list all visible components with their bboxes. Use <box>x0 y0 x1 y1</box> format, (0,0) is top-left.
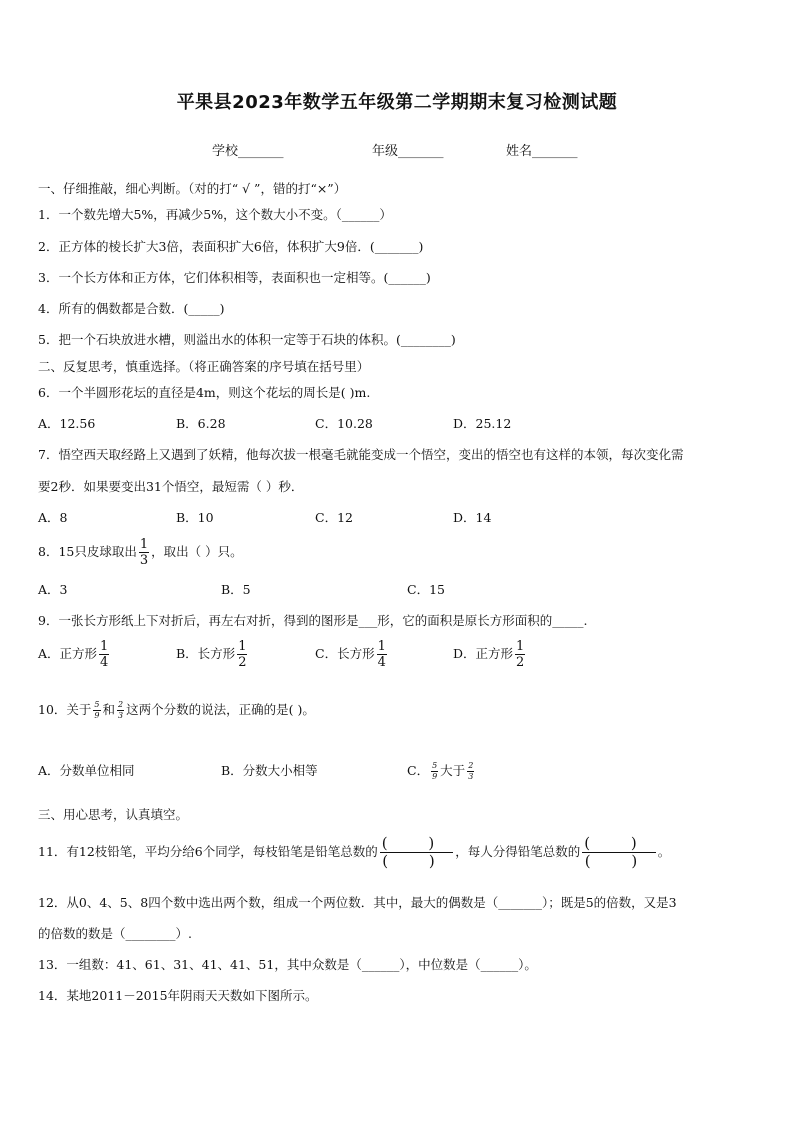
q9-a-numerator: 1 <box>100 639 109 654</box>
question-2: 2．正方体的棱长扩大3倍，表面积扩大6倍，体积扩大9倍．(_______) <box>38 239 424 254</box>
q9-option-b[interactable] <box>176 640 249 669</box>
question-14: 14．某地2011－2015年阴雨天天数如下图所示。 <box>38 988 318 1003</box>
q7-option-d[interactable]: D．14 <box>453 510 492 525</box>
q9-option-c-label: C．长方形 <box>315 646 375 661</box>
question-7-line-1: 7．悟空西天取经路上又遇到了妖精，他每次拔一根毫毛就能变成一个悟空，变出的悟空也有这样的本领，每次变化需 <box>38 447 684 462</box>
q6-option-d[interactable]: D．25.12 <box>453 416 512 431</box>
question-12-line-2: 的倍数的数是（________）. <box>38 926 192 941</box>
q10-text-mid: 和 <box>102 702 116 717</box>
q6-option-a[interactable]: A．12.56 <box>38 416 96 431</box>
q11-text-mid: ，每人分得铅笔总数的 <box>455 844 581 859</box>
q11-text-post: 。 <box>657 844 671 859</box>
q6-option-c[interactable]: C．10.28 <box>315 416 373 431</box>
q11-text-pre: 11．有12枝铅笔，平均分给6个同学，每枝铅笔是铅笔总数的 <box>38 844 378 859</box>
question-8 <box>38 538 243 567</box>
grade-field[interactable]: 年级_______ <box>372 144 444 159</box>
section-2-heading: 二、反复思考，慎重选择。（将正确答案的序号填在括号里） <box>38 359 370 374</box>
q8-denominator: 3 <box>139 553 149 568</box>
q9-option-c[interactable] <box>315 640 389 669</box>
question-9: 9．一张长方形纸上下对折后，再左右对折，得到的图形是___形，它的面积是原长方形面积的_____. <box>38 613 588 628</box>
q8-numerator: 1 <box>139 537 149 552</box>
q10-c-f2-numerator: 2 <box>468 761 474 770</box>
q10-option-c[interactable] <box>407 762 476 781</box>
question-4: 4．所有的偶数都是合数．(_____) <box>38 301 225 316</box>
q9-b-denominator: 2 <box>238 655 247 670</box>
q8-option-b[interactable]: B．5 <box>221 582 251 597</box>
q10-option-c-mid: 大于 <box>440 763 466 778</box>
q10-f1-denominator: 9 <box>94 711 100 720</box>
q9-option-a-label: A．正方形 <box>38 646 98 661</box>
section-3-heading: 三、用心思考，认真填空。 <box>38 807 189 822</box>
q9-d-numerator: 1 <box>516 639 525 654</box>
q10-f2-numerator: 2 <box>118 700 124 709</box>
question-10 <box>38 701 315 720</box>
question-1: 1．一个数先增大5%，再减少5%，这个数大小不变。（______） <box>38 207 392 222</box>
q10-f2-denominator: 3 <box>118 711 124 720</box>
q10-option-b[interactable]: B．分数大小相等 <box>221 763 318 778</box>
q11-blank-1-numerator: ( ) <box>381 834 453 852</box>
q10-c-f1-numerator: 5 <box>432 761 438 770</box>
page-title: 平果县2023年数学五年级第二学期期末复习检测试题 <box>176 92 618 113</box>
q10-option-a[interactable]: A．分数单位相同 <box>38 763 135 778</box>
q9-option-a[interactable] <box>38 640 111 669</box>
q11-blank-1-denominator: ( ) <box>382 852 453 870</box>
q8-option-a[interactable]: A．3 <box>38 582 68 597</box>
question-12-line-1: 12．从0、4、5、8四个数中选出两个数，组成一个两位数．其中，最大的偶数是（_______）；既是5的倍数，又是3 <box>38 895 677 910</box>
q6-option-b[interactable]: B．6.28 <box>176 416 226 431</box>
q9-c-numerator: 1 <box>377 639 386 654</box>
question-5: 5．把一个石块放进水槽，则溢出水的体积一定等于石块的体积。(________) <box>38 332 456 347</box>
q10-c-f1-denominator: 9 <box>432 772 438 781</box>
q11-blank-fraction-2[interactable] <box>582 836 655 869</box>
q10-f1-numerator: 5 <box>94 700 100 709</box>
school-field[interactable]: 学校_______ <box>212 144 284 159</box>
q11-blank-fraction-1[interactable] <box>380 836 453 869</box>
q7-option-b[interactable]: B．10 <box>176 510 214 525</box>
question-3: 3．一个长方体和正方体，它们体积相等，表面积也一定相等。(______) <box>38 270 431 285</box>
q10-option-c-label: C． <box>407 763 430 778</box>
q10-c-f2-denominator: 3 <box>468 772 474 781</box>
q7-option-c[interactable]: C．12 <box>315 510 353 525</box>
q9-c-denominator: 4 <box>377 655 386 670</box>
question-6: 6．一个半圆形花坛的直径是4m，则这个花坛的周长是( )m. <box>38 385 371 400</box>
question-13: 13．一组数：41、61、31、41、41、51，其中众数是（______），中位数是（______）。 <box>38 957 537 972</box>
q9-d-denominator: 2 <box>516 655 525 670</box>
question-11 <box>38 836 670 869</box>
q11-blank-2-denominator: ( ) <box>584 852 656 870</box>
q11-blank-2-numerator: ( ) <box>584 834 655 852</box>
section-1-heading: 一、仔细推敲，细心判断。（对的打“ √ ”，错的打“×”） <box>38 181 347 196</box>
name-field[interactable]: 姓名_______ <box>506 144 578 159</box>
q10-text-pre: 10．关于 <box>38 702 92 717</box>
q8-option-c[interactable]: C．15 <box>407 582 445 597</box>
q9-option-d[interactable] <box>453 640 527 669</box>
q9-option-b-label: B．长方形 <box>176 646 236 661</box>
q8-fraction <box>139 538 149 567</box>
question-7-line-2: 要2秒．如果要变出31个悟空，最短需（ ）秒． <box>38 479 304 494</box>
q9-b-numerator: 1 <box>238 639 247 654</box>
q8-text-post: ，取出（ ）只。 <box>151 544 243 559</box>
q8-text-pre: 8．15只皮球取出 <box>38 544 137 559</box>
q7-option-a[interactable]: A．8 <box>38 510 68 525</box>
q10-text-post: 这两个分数的说法，正确的是( )。 <box>126 702 315 717</box>
q9-option-d-label: D．正方形 <box>453 646 514 661</box>
q9-a-denominator: 4 <box>100 655 109 670</box>
